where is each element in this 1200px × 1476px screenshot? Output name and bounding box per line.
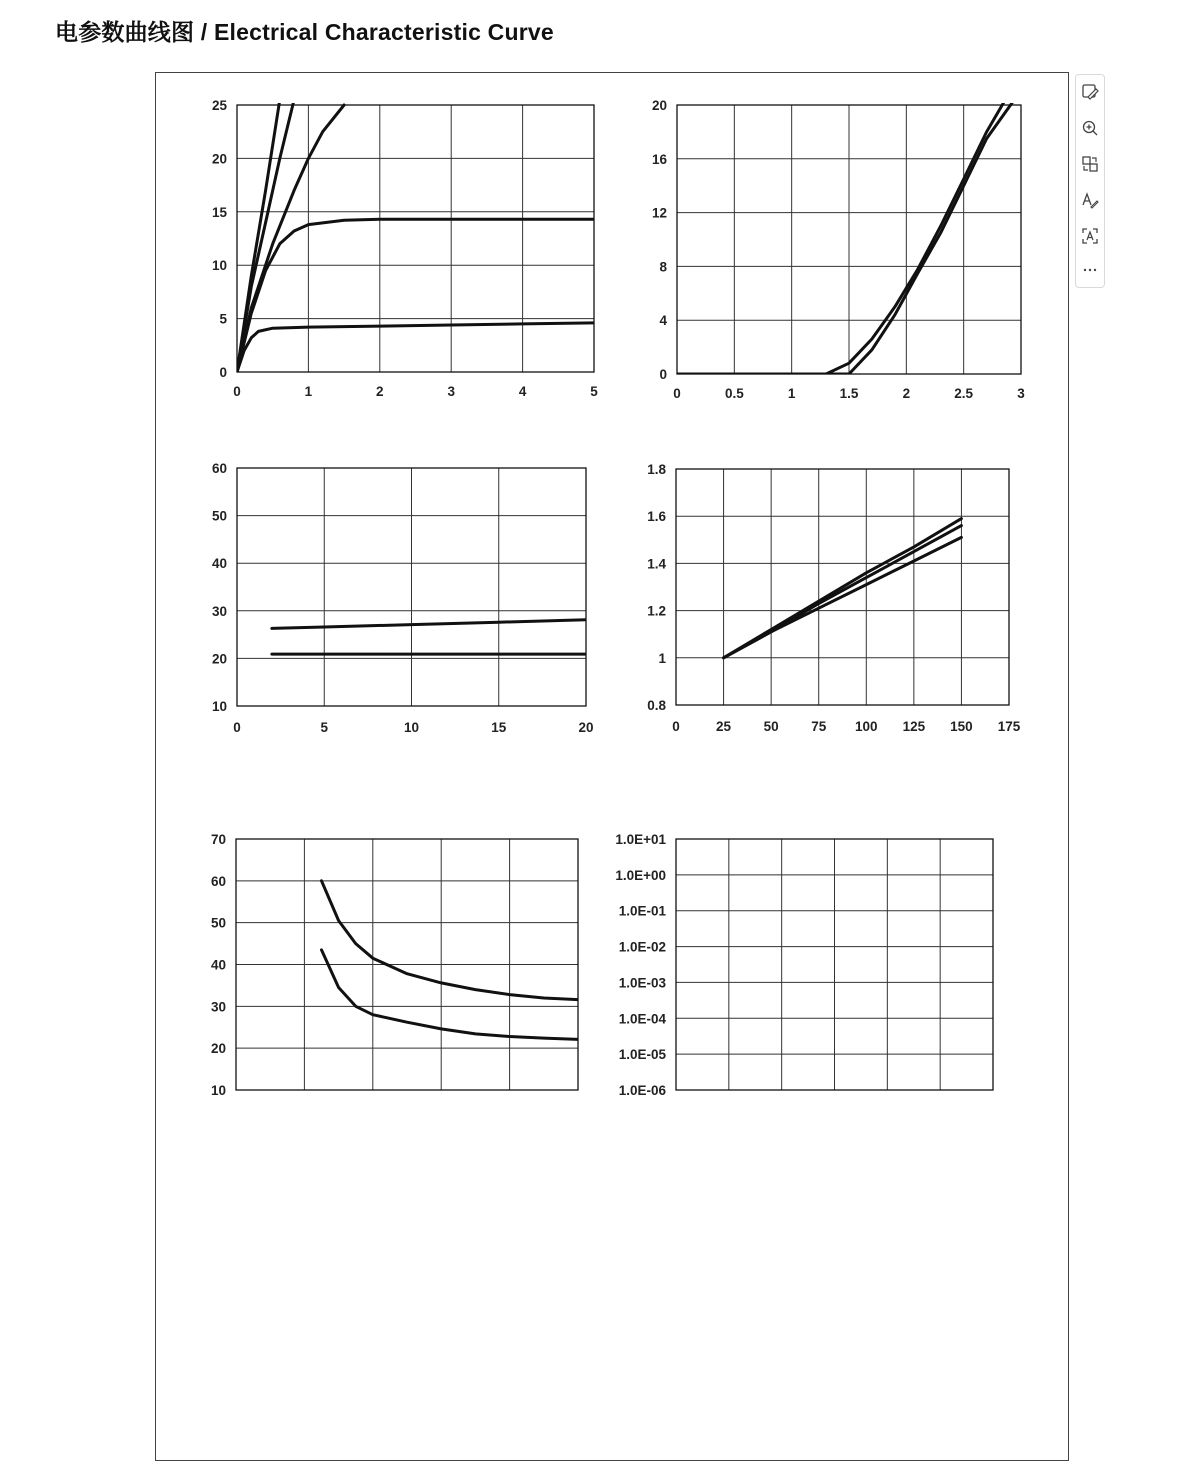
zoom-in-button[interactable]	[1079, 117, 1101, 139]
y-tick-label: 8	[659, 259, 667, 275]
x-tick-label: 2	[902, 386, 911, 401]
chart-2	[652, 98, 1025, 401]
x-tick-label: 0	[233, 384, 241, 399]
y-tick-label: 10	[210, 1083, 226, 1098]
y-tick-label: 40	[210, 957, 226, 973]
x-tick-label: 0.5	[724, 386, 744, 401]
zoom-in-icon	[1081, 119, 1099, 137]
series-125-c	[677, 102, 1004, 374]
series-vgs-2-5v	[724, 537, 962, 657]
x-tick-label: 75	[811, 719, 827, 734]
x-tick-label: 150	[950, 719, 973, 734]
series-group	[272, 620, 586, 654]
y-tick-label: 0	[659, 367, 667, 382]
series-3v	[237, 105, 344, 372]
x-tick-label: 3	[1017, 386, 1025, 401]
y-tick-label: 40	[211, 556, 227, 572]
text-recognition-icon	[1081, 227, 1099, 245]
image-edit-button[interactable]	[1079, 81, 1101, 103]
series-group	[677, 98, 1015, 374]
y-tick-label: 0.8	[647, 698, 666, 713]
y-tick-label: 1	[658, 650, 666, 666]
y-tick-label: 30	[210, 999, 226, 1015]
text-edit-button[interactable]	[1079, 189, 1101, 211]
grid	[236, 839, 578, 1090]
y-tick-label: 70	[210, 832, 226, 847]
y-tick-label: 15	[211, 204, 227, 220]
y-tick-label: 20	[651, 98, 667, 113]
x-tick-label: 175	[997, 719, 1021, 734]
page-title: 电参数曲线图 / Electrical Characteristic Curve	[55, 19, 554, 45]
y-tick-label: 1.6	[647, 509, 666, 525]
x-tick-label: 2	[376, 384, 384, 399]
series-vgs-2v	[237, 323, 594, 372]
more-button[interactable]	[1079, 259, 1101, 281]
y-tick-label: 60	[211, 461, 227, 476]
y-tick-label: 0	[219, 365, 227, 380]
y-tick-label: 1.0E-04	[618, 1011, 666, 1027]
y-tick-label: 50	[211, 508, 227, 524]
series-group	[724, 519, 962, 658]
y-tick-label: 4	[659, 313, 667, 329]
x-tick-label: 1	[787, 386, 796, 401]
grid	[237, 105, 594, 372]
chart-1	[212, 98, 598, 399]
x-tick-label: 3	[447, 384, 455, 399]
x-tick-label: 2.5	[954, 386, 974, 401]
x-tick-label: 0	[673, 386, 681, 401]
y-tick-label: 10	[211, 258, 227, 274]
x-tick-label: 5	[590, 384, 598, 399]
charts-canvas	[156, 73, 1068, 1460]
x-tick-label: 50	[763, 719, 779, 734]
y-tick-label: 1.0E+00	[615, 867, 666, 883]
chart-4	[647, 462, 1021, 734]
x-tick-label: 0	[233, 720, 241, 735]
image-translate-icon	[1081, 155, 1099, 173]
x-tick-label: 0	[672, 719, 680, 734]
plot-frame	[237, 105, 594, 372]
x-tick-label: 1	[304, 384, 313, 399]
y-tick-label: 60	[210, 873, 226, 889]
y-tick-label: 1.0E-01	[618, 903, 666, 919]
grid	[676, 839, 993, 1090]
y-tick-label: 20	[211, 151, 227, 167]
y-tick-label: 30	[211, 603, 227, 619]
y-tick-label: 1.8	[647, 462, 666, 477]
y-tick-label: 16	[651, 151, 667, 167]
y-tick-label: 50	[210, 915, 226, 931]
y-tick-label: 1.0E-02	[618, 939, 666, 955]
series-group	[322, 881, 579, 1040]
x-tick-label: 1.5	[839, 386, 859, 401]
text-recognition-button[interactable]	[1079, 225, 1101, 247]
text-edit-icon	[1081, 191, 1099, 209]
series-2-5v	[237, 219, 594, 372]
x-tick-label: 5	[320, 720, 329, 735]
grid	[677, 105, 1021, 374]
series-25-c	[322, 950, 579, 1040]
series-group	[237, 100, 594, 372]
y-tick-label: 1.4	[647, 556, 666, 572]
more-icon	[1081, 261, 1099, 279]
image-translate-button[interactable]	[1079, 153, 1101, 175]
image-edit-icon	[1081, 83, 1099, 101]
chart-panel	[155, 72, 1069, 1461]
x-tick-label: 100	[855, 719, 878, 734]
y-tick-label: 10	[211, 699, 227, 714]
y-tick-label: 1.0E-05	[618, 1047, 666, 1063]
y-tick-label: 1.0E+01	[615, 832, 666, 847]
series-125-c	[322, 881, 579, 1000]
x-tick-label: 125	[902, 719, 926, 734]
image-toolbar	[1075, 74, 1105, 288]
chart-6	[615, 832, 993, 1098]
series-vgs-4-5v	[272, 620, 586, 629]
y-tick-label: 20	[210, 1041, 226, 1057]
series-25-c	[677, 98, 1015, 374]
y-tick-label: 1.0E-06	[618, 1083, 666, 1098]
y-tick-label: 12	[651, 205, 667, 221]
grid	[237, 468, 586, 706]
y-tick-label: 1.0E-03	[618, 975, 666, 991]
chart-3	[212, 461, 594, 735]
chart-5	[211, 832, 578, 1098]
y-tick-label: 1.2	[647, 603, 666, 619]
x-tick-label: 25	[716, 719, 732, 734]
y-tick-label: 20	[211, 651, 227, 667]
x-tick-label: 4	[518, 384, 527, 399]
x-tick-label: 10	[403, 720, 420, 735]
y-tick-label: 25	[211, 98, 227, 113]
y-tick-label: 5	[219, 311, 227, 327]
x-tick-label: 15	[491, 720, 507, 735]
x-tick-label: 20	[578, 720, 594, 735]
